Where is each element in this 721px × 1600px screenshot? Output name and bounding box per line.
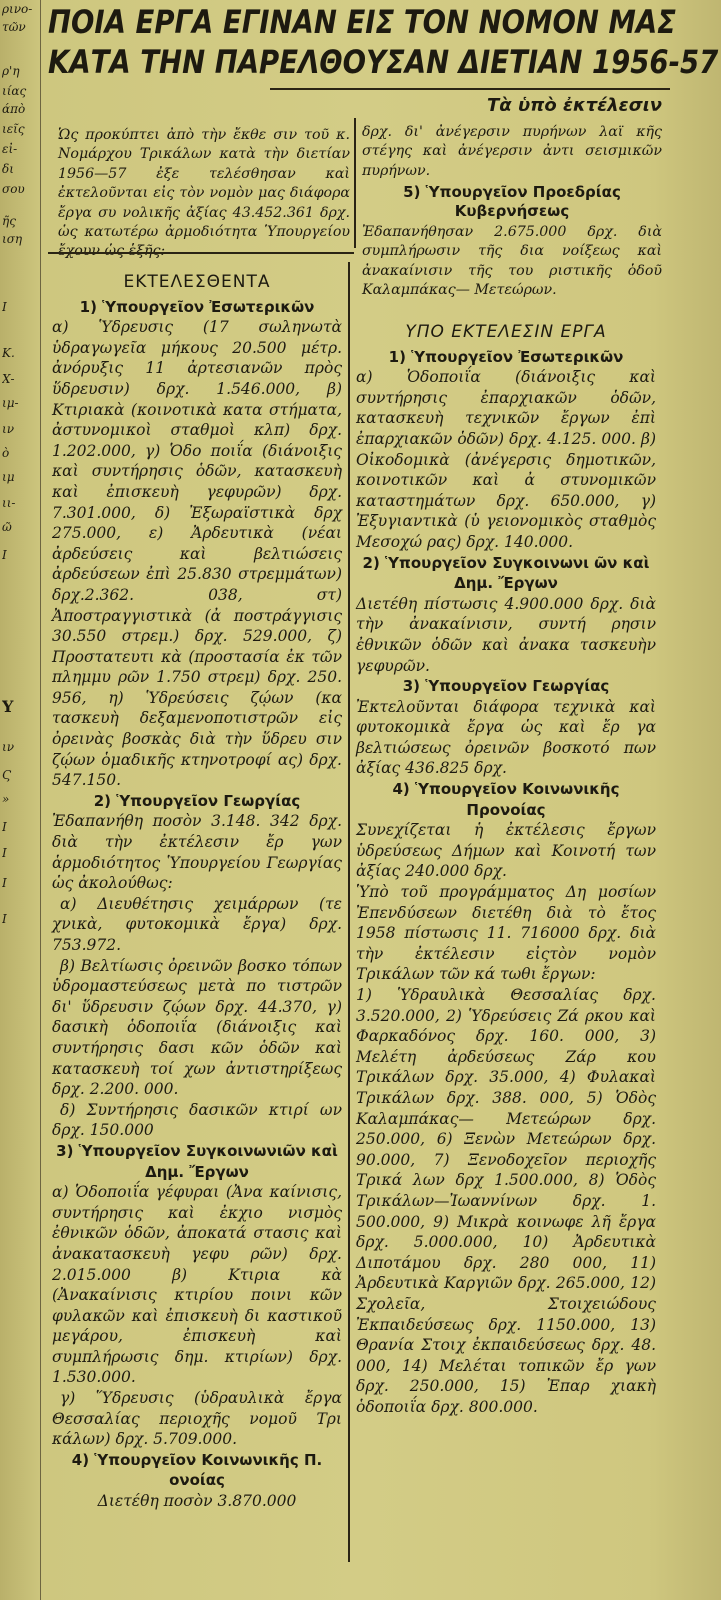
left-ministry-transport-heading: 3) Ὑπουργεῖον Συγκοινωνιῶν καὶ Δημ. Ἔργων: [56, 1141, 338, 1181]
right-ministry-agriculture-heading: 3) Ὑπουργεῖον Γεωργίας: [402, 677, 610, 696]
margin-fragment-6: εἰ-: [2, 142, 18, 156]
right-ministry-agriculture-text: Ἐκτελοῦνται διάφορα τεχνικὰ καὶ φυτοκομικὰ ἔργα ὡς καὶ ἔρ γα βελτιώσεως ὀρεινῶν βοσκοτό πων ἀξίας 436.825 δρχ.: [356, 697, 656, 778]
headline-rule: [270, 88, 670, 90]
left-column: [52, 268, 342, 1512]
margin-fragment-16: ὸ: [2, 446, 10, 460]
executed-section-title: ΕΚΤΕΛΕΣΘΕΝΤΑ: [123, 272, 271, 292]
intro-text: Ὡς προκύπτει ἀπὸ τὴν ἔκθε σιν τοῦ κ. Νομάρχου Τρικάλων κατὰ τὴν διετίαν 1956—57 ἐξε τελέσθησαν καὶ ἐκτελοῦνται εἰς τὸν νομὸν μας διάφορα ἔργα συ νολικῆς ἀξίας 43.452.361 δρχ. ὡς κατωτέρω ἀρμοδιότητα Ὑπουργείου: [58, 127, 350, 241]
intro-bottom-rule: [48, 252, 354, 254]
right-ministry-transport-heading: 2) Ὑπουργεῖον Συγκοινωνι ῶν καὶ Δημ. Ἔργων: [362, 553, 650, 593]
public-investment-text: Ὑπὸ τοῦ προγράμματος Δη μοσίων Ἐπενδύσεων διετέθη διὰ τὸ ἔτος 1958 πίστωσις 11. 716000 δρχ. διὰ τὴν ἐκτέλεσιν εἰςτὸν νομὸν Τρικάλων τῶν κά τωθι ἔργων:: [356, 883, 656, 984]
headline-line-2: ΚΑΤΑ ΤΗΝ ΠΑΡΕΛΘΟΥΣΑΝ ΔΙΕΤΙΑΝ 1956-57: [48, 43, 719, 81]
left-ministry-welfare-text: Διετέθη ποσὸν 3.870.000: [97, 1492, 297, 1511]
right-ministry-welfare-text: Συνεχίζεται ἡ ἐκτέλεσις ἔργων ὑδρεύσεως Δήμων καὶ Κοινοτή των ἀξίας 240.000 δρχ.: [356, 821, 656, 881]
margin-fragment-5: ιεῖς: [2, 122, 25, 136]
ministry-presidency-heading: 5) Ὑπουργεῖον Προεδρίας Κυβερνήσεως: [403, 182, 621, 221]
margin-fragment-24: »: [2, 792, 10, 806]
left-ministry-welfare-heading: 4) Ὑπουργεῖον Κοινωνικῆς Π. ονοίας: [71, 1450, 323, 1490]
left-agriculture-item-d: δ) Συντήρησις δασικῶν κτιρί ων δρχ. 150.000: [52, 1100, 342, 1140]
margin-fragment-11: Ι: [2, 300, 7, 314]
margin-fragment-4: άπὸ: [2, 102, 26, 116]
margin-fragment-21: Υ: [2, 700, 14, 714]
right-ministry-welfare-heading: 4) Ὑπουργεῖον Κοινωνικῆς Προνοίας: [392, 780, 620, 819]
right-column: [356, 318, 656, 1417]
column-divider-top: [354, 118, 356, 248]
right-ministry-interior-text: α) Ὁδοποιΐα (διάνοιξις καὶ συντήρησις ἐπαρχιακῶν ὁδῶν, κατασκευὴ τεχνικῶν ἔργων ἐπὶ ἐπαρχιακῶν ὁδῶν) δρχ. 4.125. 000. β) Οἰκοδομικὰ (ἀνέγερσις δημοτικῶν, κοινοτικῶν καὶ ἀ στυνομικῶν καταστημάτων δρχ. 650.000, γ) Ἐξυγιαντικὰ (ὑ γειονομικὸς σταθμὸς Μεσοχώ ρας) δρχ. 140.000.: [356, 368, 656, 551]
margin-fragment-23: Ϛ: [2, 768, 12, 782]
left-agriculture-item-a: α) Διευθέτησις χειμάρρων (τε χνικὰ, φυτοκομικὰ ἔργα) δρχ. 753.972.: [52, 894, 342, 954]
headline: [48, 2, 718, 82]
left-ministry-agriculture-heading: 2) Ὑπουργεῖον Γεωργίας: [93, 791, 301, 810]
margin-fragment-9: ῆς: [2, 214, 16, 228]
margin-fragment-25: Ι: [2, 820, 7, 834]
margin-fragment-14: ιμ-: [2, 396, 19, 410]
margin-fragment-17: ιμ: [2, 470, 15, 484]
margin-fragment-22: ιν: [2, 740, 14, 754]
margin-fragment-0: ρινο-: [2, 2, 33, 16]
left-ministry-transport-text: α) Ὁδοποιΐα γέφυραι (Ἀνα καίνισις, συντήρησις καὶ ἐκχιο νισμὸς ἐθνικῶν ὁδῶν, ἀποκατά στασις καὶ ἀνακατασκευὴ γεφυ ρῶν) δρχ. 2.015.000 β) Κτιρια κὰ (Ἀνακαίνισις κτιρίου ποινι κῶν φυλακῶν καὶ ἐπισκευὴ δι καστικοῦ μεγάρου, ἐπισκευὴ καὶ συμπλήρωσις δημ. κτιρίων) δρχ. 1.530.000.: [52, 1183, 342, 1387]
margin-fragment-2: ρ'η: [2, 64, 20, 78]
right-top-block: [362, 96, 662, 300]
left-ministry-interior-text: α) Ὑδρευσις (17 σωληνωτὰ ὑδραγωγεῖα μήκους 20.500 μέτρ. ἀνόρυξις 11 ἀρτεσιανῶν πρὸς ὕδρευσιν) δρχ. 1.546.000, β) Κτιριακὰ (κοινοτικὰ κατα στήματα, ἀστυνομικοὶ σταθμοὶ κλπ) δρχ. 1.202.000, γ) Ὁδο ποιΐα (διάνοιξις καὶ συντήρησις ὁδῶν, κατασκευὴ καὶ ἐπισκευὴ γεφυρῶν) δρχ. 7.301.000, δ) Ἐξωραϊστικὰ δρχ 275.000, ε) Ἀρδευτικὰ (νέαι ἀρδεύσεις καὶ βελτιώσεις ἀρδεύσεων ἐπὶ 25.830 στρεμμάτων) δρχ.2.362. 038, στ) Ἀποστραγγιστικὰ (ἀ ποστράγγισις 30.550 στρεμ.) δρχ. 529.000, ζ) Προστατευτι κὰ (προστασία ἐκ τῶν πλημμυ ρῶν 1.750 στρεμ) δρχ. 250. 956, η) Ὑδρεύσεις ζῴων (κα τασκευὴ δεξαμενοποτιστρῶν εἰς ὀρεινὰς βοσκὰς διὰ τὴν ὕδρευ σιν ζῴων ὁμαδικῆς κτηνοτροφί ας) δρχ. 547.150.: [52, 318, 342, 790]
column-divider-main: [348, 262, 350, 1562]
under-execution-title: Τὰ ὑπὸ ἐκτέλεσιν: [487, 95, 662, 116]
margin-fragment-13: Χ-: [2, 372, 15, 386]
under-execution-section-title: ΥΠΟ ΕΚΤΕΛΕΣΙΝ ΕΡΓΑ: [405, 322, 607, 342]
margin-fragment-27: Ι: [2, 876, 7, 890]
margin-fragment-8: σου: [2, 182, 25, 196]
adjacent-column-fragment: [0, 0, 41, 1600]
margin-fragment-15: ιν: [2, 422, 14, 436]
ministry-presidency-text: Ἐδαπανήθησαν 2.675.000 δρχ. διὰ συμπλήρωσιν τῆς δια νοίξεως καὶ ἀνακαίνισιν τῆς του ριστικῆς ὁδοῦ Καλαμπάκας— Μετεώρων.: [362, 224, 662, 298]
margin-fragment-28: Ι: [2, 912, 7, 926]
margin-fragment-12: Κ.: [2, 346, 15, 360]
intro-block: [58, 126, 350, 262]
margin-fragment-1: τῶν: [2, 20, 26, 34]
margin-fragment-3: ιίας: [2, 84, 27, 98]
margin-fragment-20: Ι: [2, 548, 7, 562]
public-investment-list: 1) Ὑδραυλικὰ Θεσσαλίας δρχ. 3.520.000, 2) Ὑδρεύσεις Ζά ρκου καὶ Φαρκαδόνος δρχ. 160. 000, 3) Μελέτη ἀρδεύσεως Ζάρ κου Τρικάλων δρχ. 35.000, 4) Φυλακαὶ Τρικάλων δρχ. 388. 000, 5) Ὁδὸς Καλαμπάκας— Μετεώρων δρχ. 250.000, 6) Ξενὼν Μετεώρων δρχ. 90.000, 7) Ξενοδοχεῖον περιοχῆς Τρικά λων δρχ 1.500.000, 8) Ὁδὸς Τρικάλων—Ἰωαννίνων δρχ. 1. 500.000, 9) Μικρὰ κοινωφε λῆ ἔργα δρχ. 5.000.000, 10) Ἀρδευτικὰ Διποτάμου δρχ. 280 000, 11) Ἀρδευτικὰ Καργιῶν δρχ. 265.000, 12) Σχολεῖα, Στοιχειώδους Ἐκπαιδεύσεως δρχ. 1150.000, 13) Θρανία Στοιχ ἐκπαιδεύσεως δρχ. 48. 000, 14) Μελέται τοπικῶν ἔρ γων δρχ. 250.000, 15) Ἐπαρ χιακὴ ὁδοποιΐα δρχ. 800.000.: [356, 986, 656, 1416]
left-ministry-agriculture-text: Ἐδαπανήθη ποσὸν 3.148. 342 δρχ. διὰ τὴν ἐκτέλεσιν ἔρ γων ἁρμοδιότητος Ὑπουργείου Γεωργίας ὡς ἀκολούθως:: [52, 812, 342, 893]
left-ministry-interior-heading: 1) Ὑπουργεῖον Ἐσωτερικῶν: [79, 297, 315, 316]
left-transport-item-g: γ) Ὕδρευσις (ὑδραυλικὰ ἔργα Θεσσαλίας περιοχῆς νομοῦ Τρι κάλων) δρχ. 5.709.000.: [52, 1389, 342, 1449]
right-top-text: δρχ. δι' ἀνέγερσιν πυρήνων λαϊ κῆς στέγης καὶ ἀνέγερσιν ἀντι σεισμικῶν πυρήνων.: [362, 124, 662, 179]
right-ministry-interior-heading: 1) Ὑπουργεῖον Ἐσωτερικῶν: [388, 347, 624, 366]
margin-fragment-26: Ι: [2, 846, 7, 860]
left-agriculture-item-b: β) Βελτίωσις ὀρεινῶν βοσκο τόπων ὑδρομαστεύσεως μετὰ πο τιστρῶν δι' ὕδρευσιν ζῴων δρχ. 44.370, γ) δασικὴ ὁδοποιΐα (διάνοιξις καὶ συντήρησις δασι κῶν ὁδῶν καὶ κατασκευὴ τοί χων ἀντιστηρίξεως δρχ. 2.200. 000.: [52, 956, 342, 1099]
margin-fragment-7: δι: [2, 162, 14, 176]
margin-fragment-10: ιση: [2, 232, 23, 246]
margin-fragment-19: ῶ: [2, 520, 12, 534]
headline-line-1: ΠΟΙΑ ΕΡΓΑ ΕΓΙΝΑΝ ΕΙΣ ΤΟΝ ΝΟΜΟΝ ΜΑΣ: [48, 3, 676, 41]
right-ministry-transport-text: Διετέθη πίστωσις 4.900.000 δρχ. διὰ τὴν ἀνακαίνισιν, συντή ρησιν ἐθνικῶν ὁδῶν καὶ ἀνακα τασκευὴν γεφυρῶν.: [356, 594, 656, 675]
margin-fragment-18: ιι-: [2, 496, 16, 510]
